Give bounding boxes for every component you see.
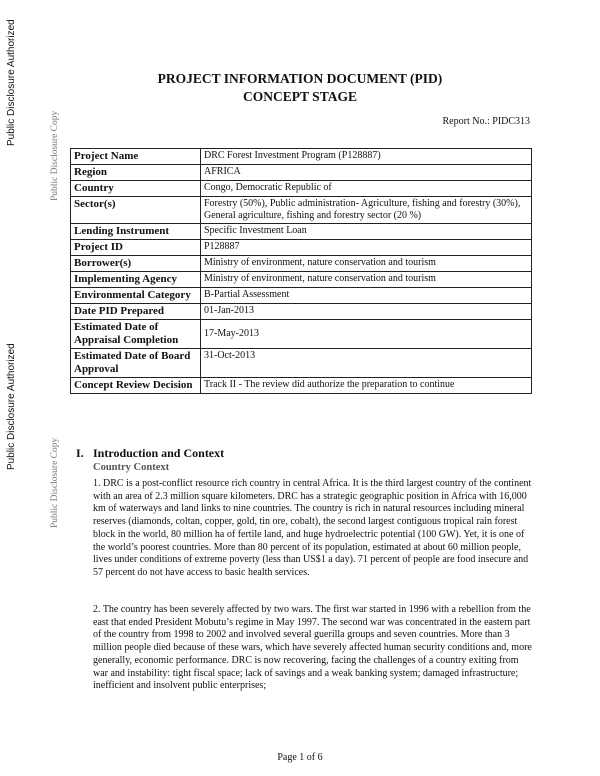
- row-label: Estimated Date of Board Approval: [71, 349, 201, 378]
- document-subtitle: CONCEPT STAGE: [243, 89, 357, 104]
- row-label: Concept Review Decision: [71, 378, 201, 394]
- project-info-table: [70, 148, 532, 394]
- row-value: 17-May-2013: [201, 320, 532, 349]
- table-row: [71, 197, 532, 224]
- section-title: Introduction and Context: [93, 446, 225, 460]
- row-label: Country: [71, 181, 201, 197]
- paragraph-1: 1. DRC is a post-conflict resource rich country in central Africa. It is the third largest country of the continent with an area of 2.3 million square kilometers. DRC has a strategic geographic position in Africa with 16,000 km of waterways and land links to nine countries. The country is rich in natural resources including mineral reserves (diamonds, coltan, copper, gold, tin ore, cobalt), the second largest contiguous tropical rain forest block in the world, 80 million ha of fertile land, and huge hydroelectric potential (100 GW). Yet, it is one of the world’s poorest countries. More than 80 percent of its population, estimated at about 60 million people, lives under conditions of extreme poverty (less than US$1 a day). 71 percent of people are food insecure and 57 percent do not have access to basic health services.: [93, 478, 532, 578]
- page-number: Page 1 of 6: [277, 752, 323, 763]
- table-row: [71, 224, 532, 240]
- table-row: [71, 181, 532, 197]
- row-value: DRC Forest Investment Program (P128887): [201, 149, 532, 165]
- table-row: [71, 149, 532, 165]
- row-label: Environmental Category: [71, 288, 201, 304]
- row-value: Ministry of environment, nature conservation and tourism: [201, 256, 532, 272]
- paragraph-2: 2. The country has been severely affected by two wars. The first war started in 1996 with a rebellion from the east that ended President Mobutu’s regime in May 1997. The second war was concentrated in the eastern part of the country from 1998 to 2002 and involved several guerilla groups and seven countries. More than 3 million people died because of these wars, which have severely affected human security conditions and, more generally, economic performance. DRC is now recovering, facing the challenges of a country exiting from war and instability: tight fiscal space; lack of savings and a weak banking system; damaged infrastructure; inefficient and insolvent public enterprises;: [93, 604, 532, 692]
- table-row: [71, 349, 532, 378]
- row-value: 31-Oct-2013: [201, 349, 532, 378]
- row-value: Ministry of environment, nature conservation and tourism: [201, 272, 532, 288]
- row-label: Borrower(s): [71, 256, 201, 272]
- row-label: Region: [71, 165, 201, 181]
- section-subheading: Country Context: [93, 462, 170, 473]
- table-row: [71, 320, 532, 349]
- document-title: PROJECT INFORMATION DOCUMENT (PID): [157, 71, 443, 86]
- row-value: Forestry (50%), Public administration- Agriculture, fishing and forestry (30%), General agriculture, fishing and forestry sector (20 %): [201, 197, 532, 224]
- row-label: Lending Instrument: [71, 224, 201, 240]
- row-label: Date PID Prepared: [71, 304, 201, 320]
- row-value: Specific Investment Loan: [201, 224, 532, 240]
- disclosure-copy-label-bottom: Public Disclosure Copy: [50, 437, 60, 528]
- disclosure-authorized-label-bottom: Public Disclosure Authorized: [6, 343, 17, 470]
- row-label: Sector(s): [71, 197, 201, 224]
- row-label: Project ID: [71, 240, 201, 256]
- table-row: [71, 288, 532, 304]
- row-label: Implementing Agency: [71, 272, 201, 288]
- table-row: [71, 240, 532, 256]
- row-label: Project Name: [71, 149, 201, 165]
- section-number: I.: [76, 446, 84, 460]
- row-value: Congo, Democratic Republic of: [201, 181, 532, 197]
- row-value: B-Partial Assessment: [201, 288, 532, 304]
- disclosure-authorized-label-top: Public Disclosure Authorized: [6, 19, 17, 146]
- table-row: [71, 304, 532, 320]
- table-row: [71, 165, 532, 181]
- table-row: [71, 378, 532, 394]
- row-value: 01-Jan-2013: [201, 304, 532, 320]
- table-row: [71, 256, 532, 272]
- report-number: Report No.: PIDC313: [442, 116, 530, 127]
- row-value: Track II - The review did authorize the preparation to continue: [201, 378, 532, 394]
- row-value: P128887: [201, 240, 532, 256]
- row-value: AFRICA: [201, 165, 532, 181]
- row-label: Estimated Date of Appraisal Completion: [71, 320, 201, 349]
- table-row: [71, 272, 532, 288]
- disclosure-copy-label-top: Public Disclosure Copy: [50, 110, 60, 201]
